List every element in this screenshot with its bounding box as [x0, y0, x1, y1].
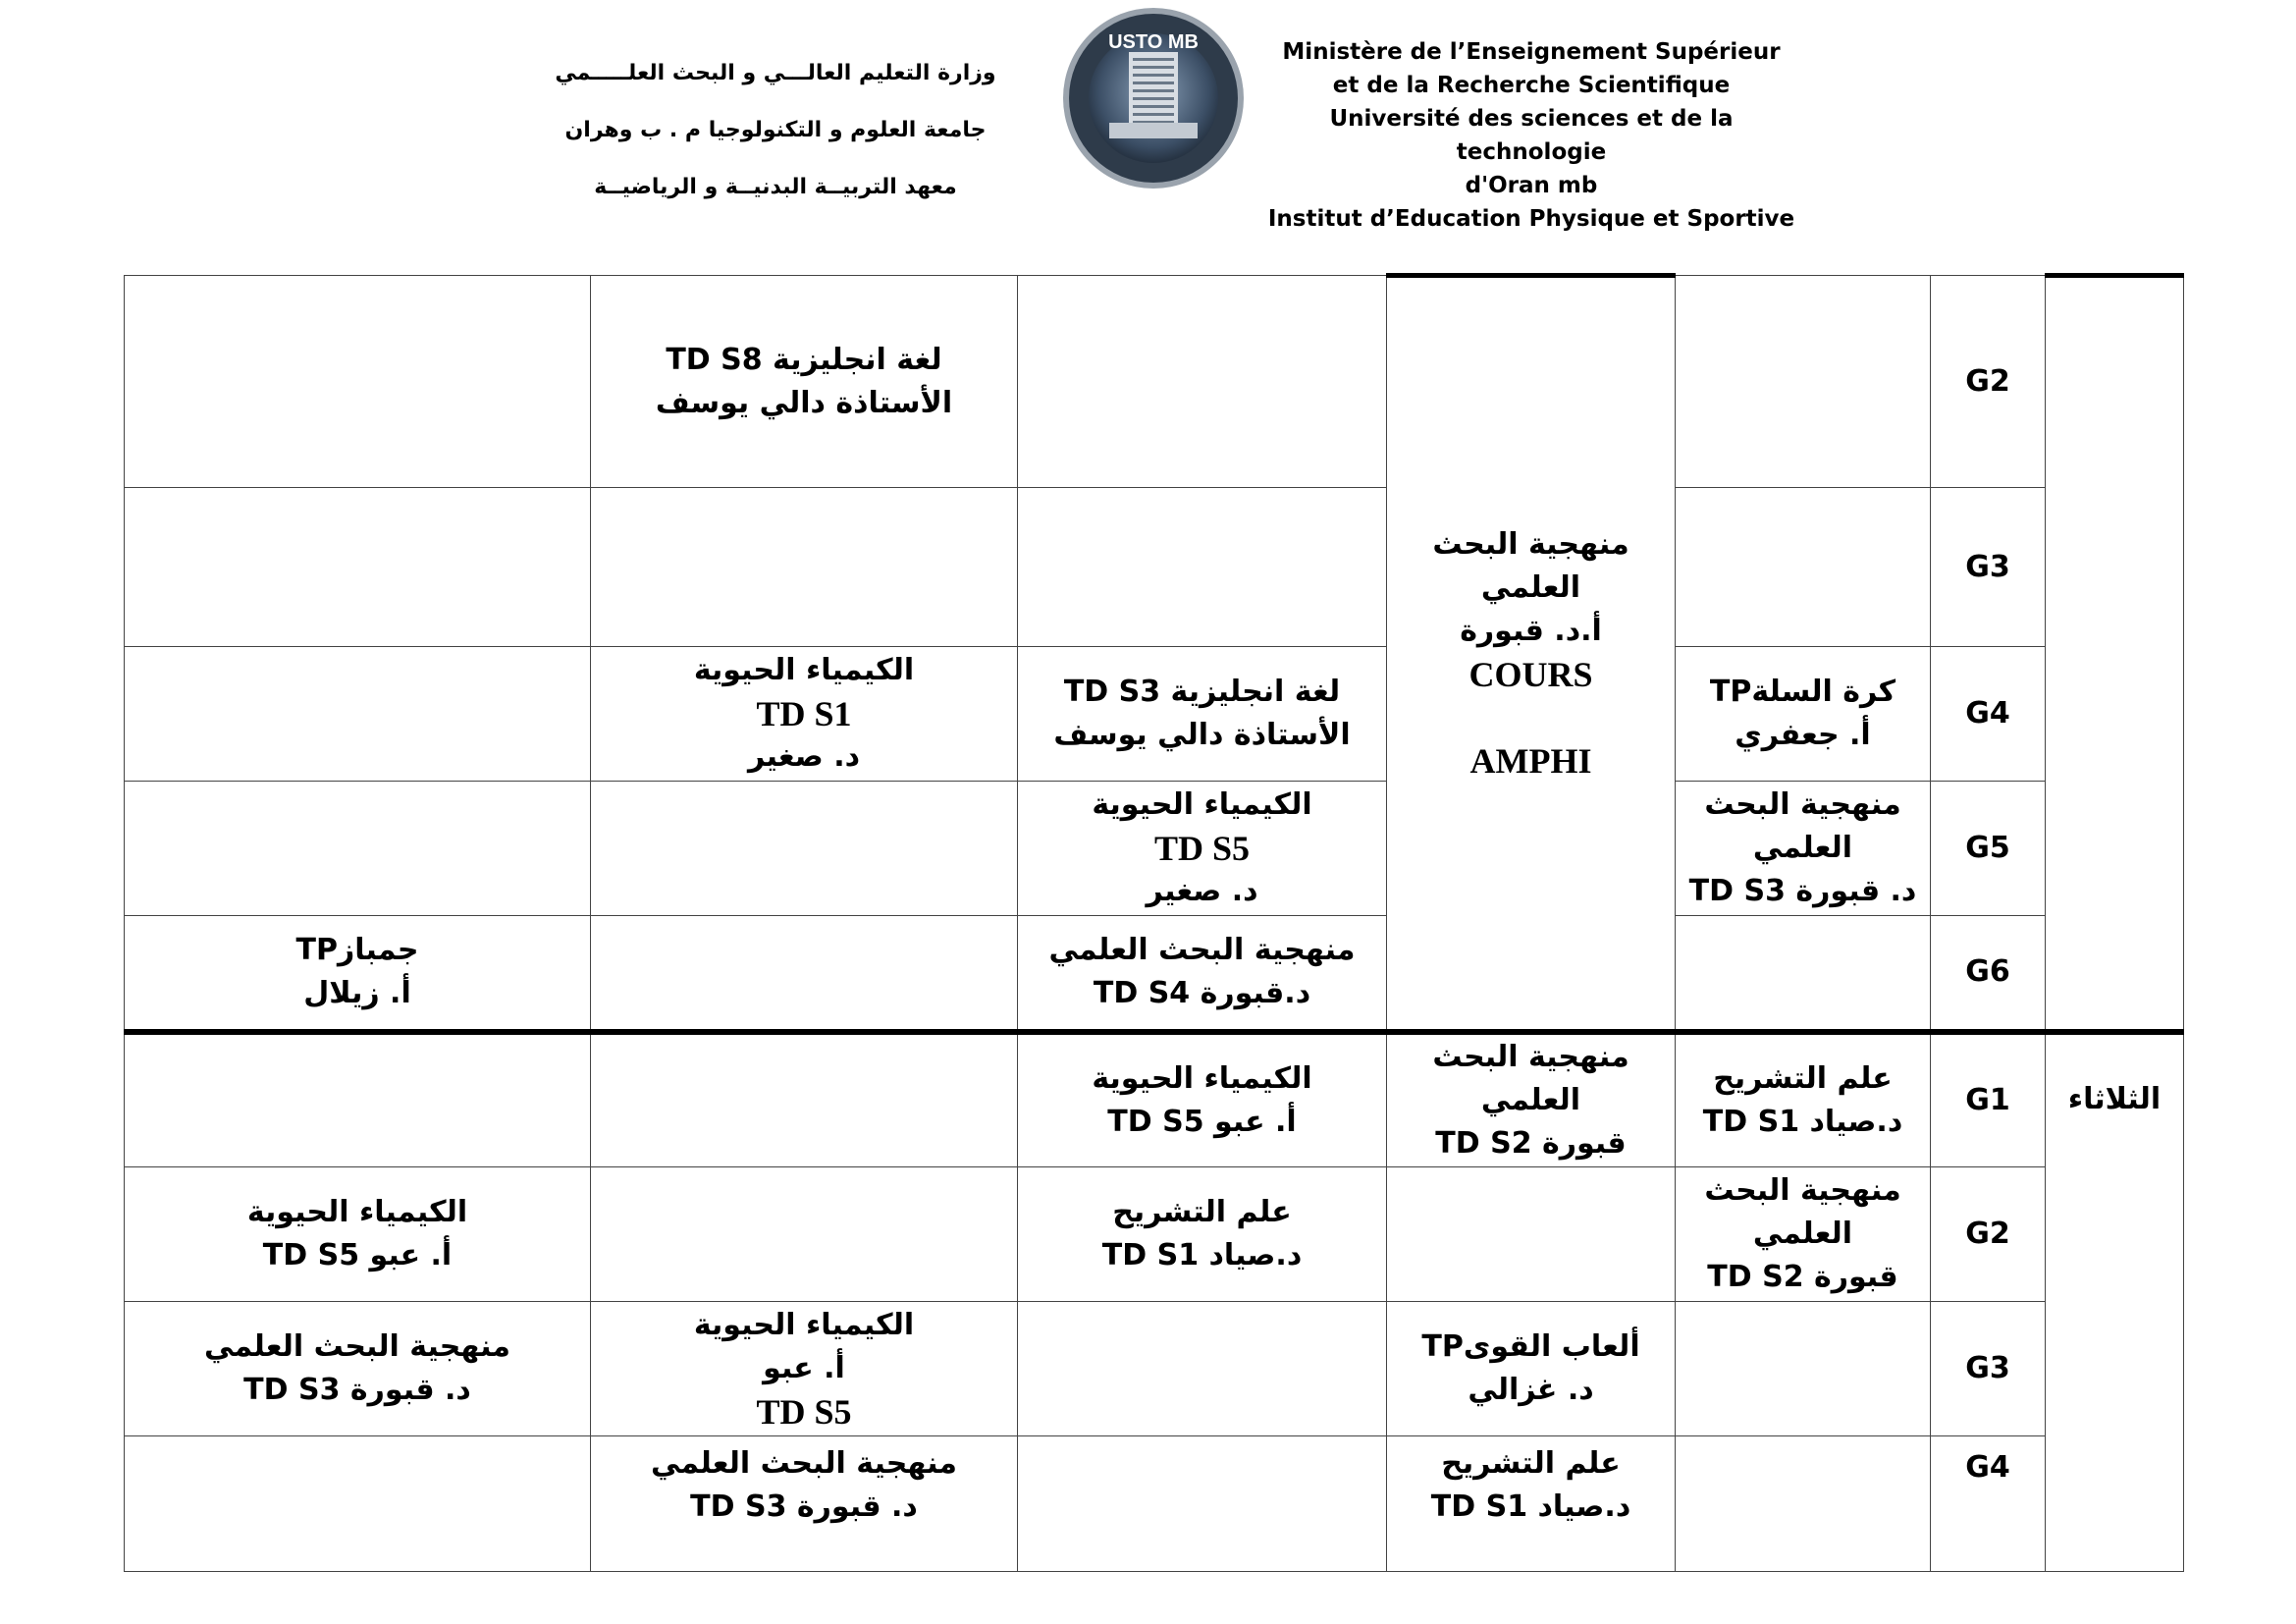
- cell-methodology-td-s3: منهجية البحث العلمي د. قبورة TD S3: [591, 1436, 1018, 1572]
- university-city-fr: d'Oran mb: [1465, 173, 1598, 198]
- table-row: [125, 782, 2184, 916]
- cell-empty: [1676, 916, 1931, 1032]
- ministry-name-ar: وزارة التعليم العالـــي و البحث العلـــــمي: [555, 61, 996, 85]
- group-label: G2: [1931, 276, 2046, 488]
- group-label: G2: [1931, 1167, 2046, 1302]
- cell-empty: [1676, 488, 1931, 647]
- cell-biochemistry-td-s5: الكيمياء الحيوية أ. عبو TD S5: [125, 1167, 591, 1302]
- table-row: [125, 647, 2184, 782]
- cell-empty: [125, 782, 591, 916]
- cell-empty: [1018, 1302, 1387, 1436]
- table-row: [125, 1436, 2184, 1572]
- cell-empty: [1018, 276, 1387, 488]
- group-label: G4: [1931, 647, 2046, 782]
- cell-methodology-td-s3: منهجية البحث العلمي د. قبورة TD S3: [125, 1302, 591, 1436]
- table-row: [125, 1167, 2184, 1302]
- institute-name-ar: معهد التربيــة البدنيــة و الرياضيــة: [594, 175, 957, 199]
- cell-empty: [1676, 1302, 1931, 1436]
- university-seal-logo: [1060, 5, 1247, 191]
- cell-biochemistry-td-s1: الكيمياء الحيوية TD S1 د. صغير: [591, 647, 1018, 782]
- cell-empty: [591, 782, 1018, 916]
- logo-text: USTO MB: [1108, 31, 1199, 53]
- university-name-fr: Université des sciences et de la technologie: [1329, 106, 1734, 165]
- cell-methodology-td-s3: منهجية البحث العلمي د. قبورة TD S3: [1676, 782, 1931, 916]
- ministry-name-fr: Ministère de l’Enseignement Supérieur: [1282, 39, 1781, 65]
- group-label: G3: [1931, 1302, 2046, 1436]
- cell-biochemistry-td-s5: الكيمياء الحيوية أ. عبو TD S5: [591, 1302, 1018, 1436]
- schedule-table: [124, 273, 2184, 1572]
- cell-empty: [1018, 488, 1387, 647]
- cell-empty: [591, 1167, 1018, 1302]
- cell-methodology-td-s4: منهجية البحث العلمي د.قبورة TD S4: [1018, 916, 1387, 1032]
- cell-english-td-s8: لغة انجليزية TD S8 الأستاذة دالي يوسف: [591, 276, 1018, 488]
- cell-methodology-td-s2: منهجية البحث العلمي قبورة TD S2: [1387, 1032, 1676, 1167]
- cell-biochemistry-td-s5: الكيمياء الحيوية أ. عبو TD S5: [1018, 1032, 1387, 1167]
- french-header: [1266, 35, 1796, 236]
- cell-empty: [125, 647, 591, 782]
- cell-biochemistry-td-s5: الكيمياء الحيوية TD S5 د. صغير: [1018, 782, 1387, 916]
- cell-empty: [125, 1032, 591, 1167]
- university-name-ar: جامعة العلوم و التكنولوجيا م . ب وهران: [564, 118, 987, 142]
- cell-methodology-td-s2: منهجية البحث العلمي قبورة TD S2: [1676, 1167, 1931, 1302]
- table-row: [125, 1302, 2184, 1436]
- institute-name-fr: Institut d’Education Physique et Sportive: [1267, 206, 1795, 232]
- group-label: G3: [1931, 488, 2046, 647]
- group-label: G6: [1931, 916, 2046, 1032]
- cell-empty: [591, 916, 1018, 1032]
- group-label: G1: [1931, 1032, 2046, 1167]
- group-label: G5: [1931, 782, 2046, 916]
- cell-methodology-cours: منهجية البحث العلمي أ.د. قبورة COURS AMPHI: [1387, 276, 1676, 1032]
- cell-empty: [1676, 276, 1931, 488]
- group-label: G4: [1931, 1436, 2046, 1572]
- day-cell-empty: [2046, 276, 2184, 1032]
- cell-english-td-s3: لغة انجليزية TD S3 الأستاذة دالي يوسف: [1018, 647, 1387, 782]
- table-row: [125, 276, 2184, 488]
- cell-empty: [591, 488, 1018, 647]
- table-row: [125, 1032, 2184, 1167]
- cell-athletics-tp: ألعاب القوىTP د. غزالي: [1387, 1302, 1676, 1436]
- cell-empty: [125, 276, 591, 488]
- table-row: [125, 916, 2184, 1032]
- arabic-header: [530, 54, 1021, 225]
- day-label-tuesday: الثلاثاء: [2046, 1032, 2184, 1572]
- cell-anatomy-td-s1: علم التشريح د.صياد TD S1: [1387, 1436, 1676, 1572]
- cell-empty: [591, 1032, 1018, 1167]
- cell-empty: [125, 488, 591, 647]
- table-row: [125, 488, 2184, 647]
- cell-empty: [1676, 1436, 1931, 1572]
- cell-empty: [1387, 1167, 1676, 1302]
- cell-empty: [1018, 1436, 1387, 1572]
- ministry-subtitle-fr: et de la Recherche Scientifique: [1332, 73, 1731, 98]
- cell-anatomy-td-s1: علم التشريح د.صياد TD S1: [1018, 1167, 1387, 1302]
- cell-anatomy-td-s1: علم التشريح د.صياد TD S1: [1676, 1032, 1931, 1167]
- cell-gymnastics-tp: جمبازTP أ. زيلال: [125, 916, 591, 1032]
- cell-basketball-tp: كرة السلةTP أ. جعفري: [1676, 647, 1931, 782]
- cell-empty: [125, 1436, 591, 1572]
